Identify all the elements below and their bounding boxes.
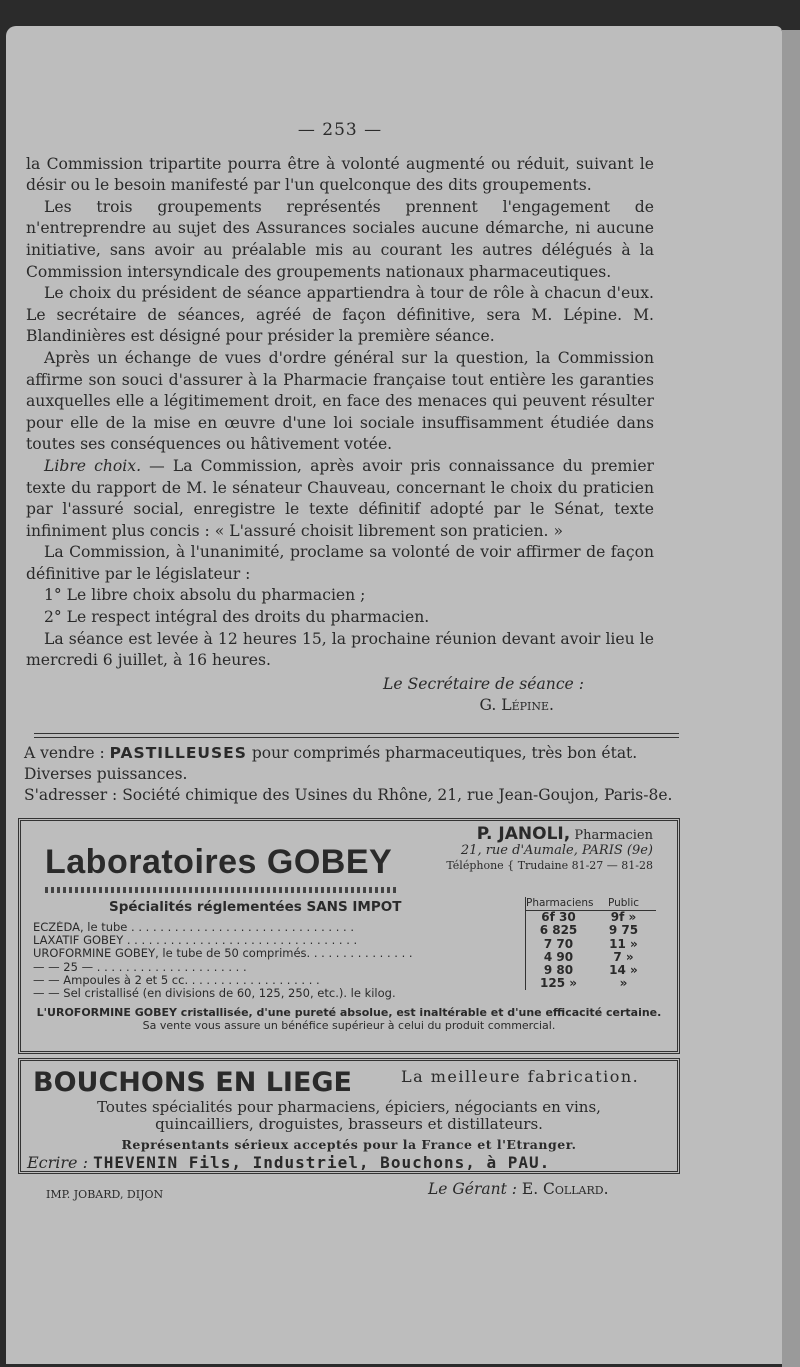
decorative-wave bbox=[45, 887, 397, 893]
bouchons-tagline: La meilleure fabrication. bbox=[401, 1067, 640, 1086]
imprimeur: IMP. JOBARD, DIJON bbox=[46, 1188, 164, 1201]
product-row: — — Ampoules à 2 et 5 cc. . . . . . . . . . . . . . . . . . . bbox=[33, 973, 320, 987]
product-row: — — Sel cristallisé (en divisions de 60, 125, 250, etc.). le kilog. bbox=[33, 987, 396, 1001]
bouchons-ad bbox=[18, 1058, 680, 1174]
paragraph-2: Les trois groupements représentés prennent l'engagement de n'entreprendre au sujet des Assurances sociales aucune démarche, ni aucune initiative, sans avoir au préalable mis au courant les autres délégués à la Commission intersyndicale des groupements nationaux pharmaceutiques. bbox=[26, 197, 654, 281]
spec-title: Spécialités réglementées SANS IMPOT bbox=[109, 899, 402, 915]
janoli-address: 21, rue d'Aumale, PARIS (9e) bbox=[460, 843, 653, 858]
ad-vendre-line bbox=[24, 743, 684, 785]
price-pharm: 9 80 bbox=[543, 963, 574, 978]
gerant-label: Le Gérant : bbox=[428, 1180, 522, 1198]
price-pharm: 4 90 bbox=[543, 949, 574, 964]
gobey-ad bbox=[18, 818, 680, 1054]
signature-name: G. Lépine. bbox=[479, 696, 554, 715]
gerant bbox=[428, 1180, 609, 1198]
signature-title: Le Secrétaire de séance : bbox=[383, 674, 584, 693]
price-pharm: 6 825 bbox=[539, 923, 578, 938]
bouchons-line-1: Toutes spécialités pour pharmaciens, épiciers, négociants en vins, bbox=[97, 1098, 601, 1116]
gerant-name: E. Collard. bbox=[521, 1180, 609, 1198]
janoli-role: Pharmacien bbox=[570, 828, 653, 843]
janoli-name: P. JANOLI, bbox=[476, 824, 571, 844]
product-row: UROFORMINE GOBEY, le tube de 50 comprimés. . . . . . . . . . . . . . . bbox=[33, 947, 413, 961]
bouchons-body bbox=[21, 1099, 677, 1133]
paragraph-libre-choix bbox=[26, 456, 654, 542]
paragraph-4: Après un échange de vues d'ordre général sur la question, la Commission affirme son souci d'assurer à la Pharmacie française tout entière les garanties auxquelles elle a légitimement droit, en face des menaces qui peuvent résulter pour elle de la mise en œuvre d'une loi sociale insuffisamment étudiée dans toutes ses conséquences ou hâtivement votée. bbox=[26, 348, 654, 454]
ad-vendre-prefix: A vendre : bbox=[24, 744, 110, 762]
price-pharm: 125 » bbox=[540, 976, 577, 991]
price-public: 7 » bbox=[613, 949, 634, 964]
page-edge bbox=[782, 30, 800, 1367]
price-public: 11 » bbox=[609, 936, 638, 951]
paragraph-3: Le choix du président de séance appartiendra à tour de rôle à chacun d'eux. Le secrétaire de séances, agréé de façon définitive, sera M. Lépine. M. Blandinières est désigné pour présider la première séance. bbox=[26, 284, 654, 346]
header-pharmaciens: Pharmaciens bbox=[526, 897, 594, 909]
point-2: 2° Le respect intégral des droits du pharmacien. bbox=[44, 608, 430, 627]
libre-choix-label: Libre choix. bbox=[44, 456, 142, 475]
article-body bbox=[26, 120, 654, 717]
bouchons-contact bbox=[27, 1153, 550, 1172]
bouchons-representants: Représentants sérieux acceptés pour la France et l'Etranger. bbox=[121, 1137, 577, 1152]
product-row: LAXATIF GOBEY . . . . . . . . . . . . . . . . . . . . . . . . . . . . . . . . bbox=[33, 934, 358, 948]
bouchons-title: BOUCHONS EN LIEGE bbox=[33, 1067, 353, 1098]
price-row bbox=[526, 977, 656, 990]
gobey-footer-2: Sa vente vous assure un bénéfice supérieur à celui du produit commercial. bbox=[142, 1019, 556, 1032]
price-row bbox=[526, 924, 656, 937]
header-public: Public bbox=[607, 897, 640, 909]
page-number: — 253 — bbox=[297, 120, 383, 140]
telephone-numbers: Trudaine 81-27 — 81-28 bbox=[517, 859, 653, 872]
gobey-footer bbox=[21, 1006, 677, 1032]
price-public: 9 75 bbox=[608, 923, 639, 938]
telephone-label: Téléphone bbox=[446, 859, 504, 872]
janoli-block: P. JANOLI, Pharmacien 21, rue d'Aumale, PARIS (9e) Téléphone { Trudaine 81-27 — 81-28 bbox=[446, 824, 653, 872]
libre-choix-text: — La Commission, après avoir pris connaissance du premier texte du rapport de M. le sénateur Chauveau, concernant le choix du praticien par l'assuré social, enregistre le texte définitif adopté par le Sénat, texte infiniment plus concis : « L'assuré choisit librement son praticien. » bbox=[26, 456, 654, 540]
price-pharm: 7 70 bbox=[543, 936, 574, 951]
gobey-footer-1: L'UROFORMINE GOBEY cristallisée, d'une pureté absolue, est inaltérable et d'une efficacité certaine. bbox=[36, 1006, 662, 1019]
product-row: ECZÉDA, le tube . . . . . . . . . . . . . . . . . . . . . . . . . . . . . . . bbox=[33, 921, 355, 934]
product-list bbox=[33, 921, 523, 1000]
contact-text: THEVENIN Fils, Industriel, Bouchons, à PAU. bbox=[93, 1153, 551, 1172]
paragraph-1: la Commission tripartite pourra être à volonté augmenté ou réduit, suivant le désir ou le besoin manifesté par l'un quelconque des dits groupements. bbox=[26, 154, 654, 195]
price-public: » bbox=[619, 976, 628, 991]
product-row: — — 25 — . . . . . . . . . . . . . . . . . . . . . bbox=[33, 960, 247, 974]
ad-vendre-rest: pour comprimés pharmaceutiques, très bon état. Diverses puissances. bbox=[24, 744, 638, 783]
price-public: 9f » bbox=[610, 910, 637, 925]
paragraph-levee: La séance est levée à 12 heures 15, la prochaine réunion devant avoir lieu le mercredi 6 juillet, à 16 heures. bbox=[26, 629, 654, 670]
ad-vendre-address: S'adresser : Société chimique des Usines du Rhône, 21, rue Jean-Goujon, Paris-8e. bbox=[24, 786, 673, 804]
ad-vendre-product: PASTILLEUSES bbox=[109, 744, 247, 762]
price-row bbox=[526, 938, 656, 951]
price-header bbox=[526, 897, 656, 911]
price-table bbox=[525, 897, 656, 990]
ecrire-label: Ecrire : bbox=[27, 1153, 94, 1172]
divider bbox=[34, 733, 679, 734]
divider bbox=[34, 737, 679, 738]
point-1: 1° Le libre choix absolu du pharmacien ; bbox=[44, 586, 366, 605]
gobey-title: Laboratoires GOBEY bbox=[45, 843, 393, 881]
price-pharm: 6f 30 bbox=[541, 910, 576, 925]
price-public: 14 » bbox=[609, 963, 638, 978]
paragraph-unanimite: La Commission, à l'unanimité, proclame sa volonté de voir affirmer de façon définitive par le législateur : bbox=[26, 543, 654, 583]
ad-vendre bbox=[24, 743, 684, 806]
bouchons-line-2: quincailliers, droguistes, brasseurs et distillateurs. bbox=[155, 1115, 543, 1133]
